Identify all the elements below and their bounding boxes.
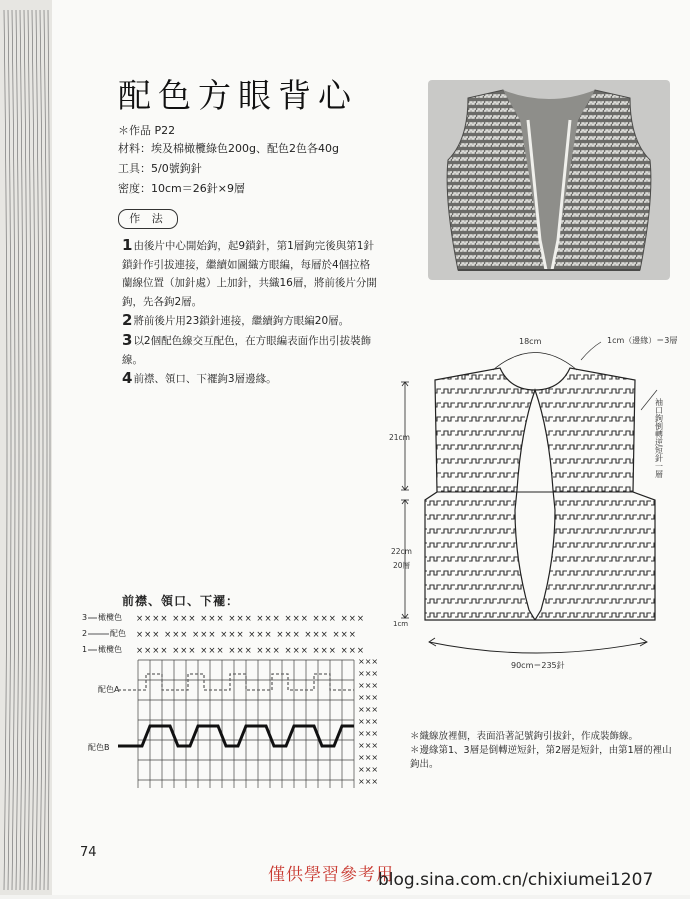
schematic-outline [425, 368, 655, 620]
svg-text:××× ××× ××× ××× ××× ×××: ××× ××× ××× ××× ××× ××× ××× ××× [136, 630, 357, 640]
row-label-3: 橄欖色 [98, 613, 122, 622]
svg-text:×××: ××× [358, 669, 379, 678]
color-b-line [118, 726, 354, 746]
step-4: 4前襟、領口、下襬鉤3層邊緣。 [122, 369, 277, 388]
lower-rows-label: 20層 [393, 561, 411, 570]
gauge: 密度：10cm＝26針×9層 [118, 182, 245, 195]
bottom-width-label: 90cm＝235針 [511, 661, 565, 670]
back-neck-label: 18cm [519, 337, 542, 346]
notes [410, 730, 672, 772]
svg-text:×××: ××× [358, 681, 379, 690]
edge-width-label: 1cm（邊緣）＝3層 [607, 336, 678, 345]
svg-text:×××: ××× [358, 777, 379, 786]
svg-text:×××: ××× [358, 729, 379, 738]
page-title: 配色方眼背心 [118, 76, 358, 115]
method-label: 作 法 [118, 209, 178, 229]
svg-text:×××× ××× ××× ××× ××× ××× ××× ×: ×××× ××× ××× ××× ××× ××× ××× ××× [136, 646, 365, 656]
step-1: 1由後片中心開始鉤，起9鎖針，第1層鉤完後與第1針鎖針作引拔連接，繼續如圖織方眼編，每層於4個拉格蘭線位置（加針處）上加針，共織16層，將前後片分開鉤，先各鉤2層。 [122, 236, 377, 308]
color-a-line [118, 674, 354, 690]
blog-watermark: blog.sina.com.cn/chixiumei1207 [378, 870, 654, 890]
svg-text:×××× ××× ××× ××× ××× ××× ××× ×: ×××× ××× ××× ××× ××× ××× ××× ××× [136, 614, 365, 624]
vest-schematic [385, 330, 685, 670]
instruction-steps [122, 236, 380, 389]
svg-text:×××: ××× [358, 717, 379, 726]
border-chart-title: 前襟、領口、下襬： [122, 594, 240, 608]
color-b-label: 配色B [88, 743, 110, 752]
row-label-1: 橄欖色 [98, 645, 122, 654]
svg-text:×××: ××× [358, 741, 379, 750]
footer-disclaimer: 僅供學習參考用 [268, 865, 394, 885]
materials: 材料：埃及棉橄欖綠色200g、配色2色各40g [118, 142, 339, 155]
lower-height-label: 22cm [391, 547, 412, 556]
svg-text:×××: ××× [358, 693, 379, 702]
edge-bottom-label: 1cm [393, 620, 409, 628]
note-1: ＊織線放裡側，表面沿著記號鉤引拔針，作成裝飾線。 [410, 731, 639, 742]
tools: 工具：5/0號鉤針 [118, 162, 202, 175]
step-2: 2將前後片用23鎖針連接，繼續鉤方眼編20層。 [122, 311, 350, 330]
stitch-chart [78, 608, 394, 794]
vest-photo [428, 80, 670, 280]
row-num-3: 3 [82, 613, 88, 622]
svg-text:×××: ××× [358, 657, 379, 666]
work-reference: ＊作品 P22 [118, 124, 176, 137]
page-number: 74 [80, 845, 97, 860]
row-num-1: 1 [82, 645, 88, 654]
row-label-2: 配色 [110, 629, 126, 638]
book-page-edge [0, 0, 52, 895]
note-2: ＊邊緣第1、3層是倒轉逆短針，第2層是短針，由第1層的裡山鉤出。 [410, 745, 672, 770]
upper-height-label: 21cm [389, 433, 410, 442]
row-num-2: 2 [82, 629, 88, 638]
svg-text:×××: ××× [358, 765, 379, 774]
armhole-note: 袖口鉤倒轉逆短針一層 [654, 398, 664, 478]
vest-photo-drawing [428, 80, 670, 280]
svg-text:×××: ××× [358, 753, 379, 762]
page-edge-lines [0, 0, 52, 895]
svg-text:×××: ××× [358, 705, 379, 714]
color-a-label: 配色A [98, 685, 120, 694]
step-3: 3以2個配色線交互配色，在方眼編表面作出引拔裝飾線。 [122, 330, 372, 366]
